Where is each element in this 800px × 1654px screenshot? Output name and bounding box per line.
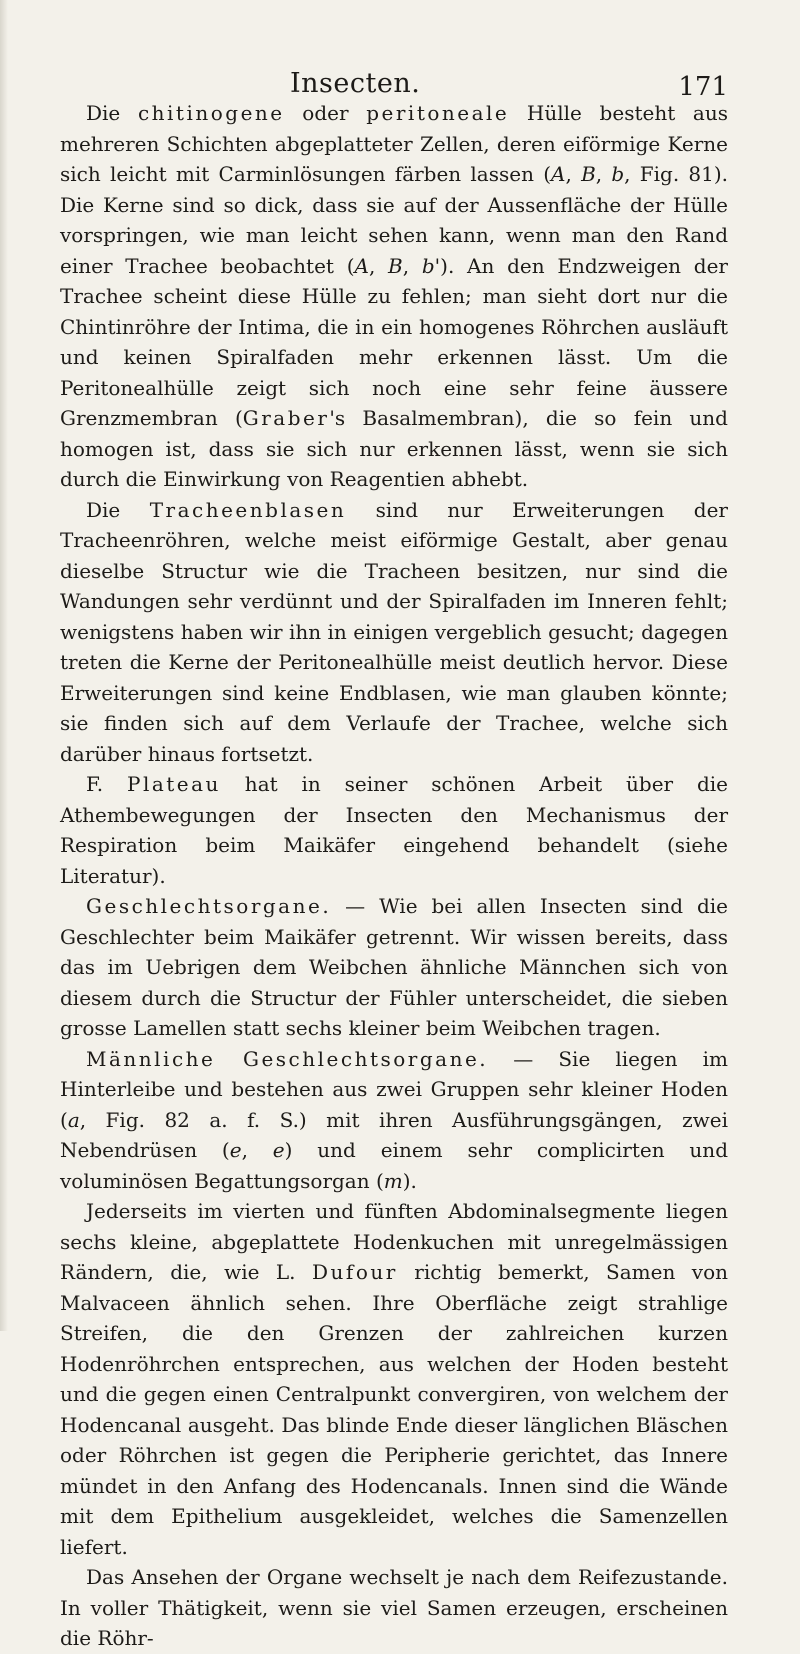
emphasized-term: Männliche Geschlechtsorgane. — [86, 1046, 489, 1071]
text-run: F. — [86, 772, 127, 796]
figure-label: B — [581, 162, 596, 186]
figure-label: A — [354, 253, 369, 278]
page-number: 171 — [678, 72, 728, 102]
body-text — [60, 98, 728, 1654]
text-run: hat in seiner schönen Arbeit über die Athembewegungen der Insecten den Mechanismus der Respiration beim Maikäfer eingehend behandelt (siehe Literatur). — [60, 772, 728, 888]
figure-label: e — [272, 1138, 285, 1162]
emphasized-term: Geschlechtsorgane. — [86, 894, 332, 918]
emphasized-term: chitinogene — [137, 101, 285, 125]
paragraph-male-organs — [60, 1044, 728, 1197]
figure-label: A — [551, 162, 566, 186]
text-run: Hülle besteht aus mehreren Schichten abgeplatteter Zellen, deren eiförmige Kerne sich leicht mit Carminlösungen färben lassen ( — [60, 101, 728, 186]
text-run: Die — [86, 101, 138, 125]
paragraph-sexual-organs — [60, 891, 728, 1044]
figure-label: e — [229, 1138, 242, 1162]
running-title: Insecten. — [290, 68, 421, 99]
text-run: , Fig. 82 a. f. S.) mit ihren Ausführungsgängen, zwei Nebendrüsen ( — [60, 1107, 728, 1162]
text-run: — Wie bei allen Insecten sind die Geschlechter beim Maikäfer getrennt. Wir wissen bereits, dass das im Uebrigen dem Weibchen ähnliche Männchen sich von diesem durch die Structur der Fühler unterscheidet, die sieben grosse Lamellen statt sechs kleiner beim Weibchen tragen. — [60, 894, 728, 1040]
emphasized-term: Plateau — [126, 772, 221, 796]
text-run: — Sie liegen im Hinterleibe und bestehen aus zwei Gruppen sehr kleiner Hoden ( — [60, 1046, 728, 1132]
figure-label: a — [67, 1107, 80, 1132]
figure-label: b — [611, 162, 625, 186]
paragraph-maturity — [60, 1562, 728, 1654]
text-run: Das Ansehen der Organe wechselt je nach dem Reifezustande. In voller Thätigkeit, wenn sie viel Samen erzeugen, erscheinen die Röhr- — [60, 1565, 728, 1650]
text-run: ). An den Endzweigen der Trachee scheint diese Hülle zu fehlen; man sieht dort nur die Chintinröhre der Intima, die in ein homogenes Röhrchen ausläuft und keinen Spiralfaden mehr erkennen lässt. Um die Peritonealhülle zeigt sich noch eine sehr feine äussere Grenzmembran ( — [60, 253, 728, 430]
text-run: , — [565, 162, 582, 186]
text-run: richtig bemerkt, Samen von Malvaceen ähnlich sehen. Ihre Oberfläche zeigt strahlige Streifen, die den Grenzen der zahlreichen kurzen Hodenröhrchen entsprechen, aus welchen der Hoden besteht und die gegen einen Centralpunkt convergiren, von welchem der Hodencanal ausgeht. Das blinde Ende dieser länglichen Bläschen oder Röhrchen ist gegen die Peripherie gerichtet, das Innere mündet in den Anfang des Hodencanals. Innen sind die Wände mit dem Epithelium ausgekleidet, welches die Samenzellen liefert. — [60, 1260, 729, 1559]
text-run: , — [595, 162, 612, 186]
text-run: Jederseits im vierten und fünften Abdominalsegmente liegen sechs kleine, abgeplattete Hodenkuchen mit unregelmässigen Rändern, die, wie L. — [60, 1199, 728, 1284]
emphasized-term: Tracheenblasen — [149, 497, 347, 522]
emphasized-term: peritoneale — [366, 101, 510, 125]
emphasized-term: Graber — [242, 406, 330, 430]
emphasized-term: Dufour — [312, 1260, 398, 1284]
figure-label: b' — [421, 253, 441, 278]
paragraph-peritoneal-sheath — [60, 98, 728, 495]
paragraph-testes — [60, 1196, 728, 1562]
page-edge — [0, 0, 8, 1331]
text-run: Die — [86, 497, 150, 522]
paragraph-plateau — [60, 769, 728, 891]
text-run: ) und einem sehr complicirten und voluminösen Begattungsorgan ( — [60, 1138, 728, 1193]
figure-label: B — [388, 253, 403, 278]
text-run: oder — [284, 101, 367, 125]
text-run: 's Basalmembran), die so fein und homogen ist, dass sie sich nur erkennen lässt, wenn sie sich durch die Einwirkung von Reagentien abhebt. — [60, 406, 728, 491]
paragraph-tracheal-vesicles — [60, 495, 728, 770]
text-run: , — [402, 253, 422, 278]
text-run: sind nur Erweiterungen der Tracheenröhren, welche meist eiförmige Gestalt, aber genau dieselbe Structur wie die Tracheen besitzen, nur sind die Wandungen sehr verdünnt und der Spiralfaden im Inneren fehlt; wenigstens haben wir ihn in einigen vergeblich gesucht; dagegen treten die Kerne der Peritonealhülle meist deutlich hervor. Diese Erweiterungen sind keine Endblasen, wie man glauben könnte; sie finden sich auf dem Verlaufe der Trachee, welche sich darüber hinaus fortsetzt. — [60, 497, 728, 766]
text-run: , — [241, 1138, 273, 1162]
figure-label: m — [383, 1168, 403, 1193]
text-run: , Fig. 81). Die Kerne sind so dick, dass sie auf der Aussenfläche der Hülle vorspringen, wie man leicht sehen kann, wenn man den Rand einer Trachee beobachtet ( — [60, 162, 729, 278]
text-run: ). — [402, 1168, 417, 1193]
text-run: , — [368, 253, 389, 278]
